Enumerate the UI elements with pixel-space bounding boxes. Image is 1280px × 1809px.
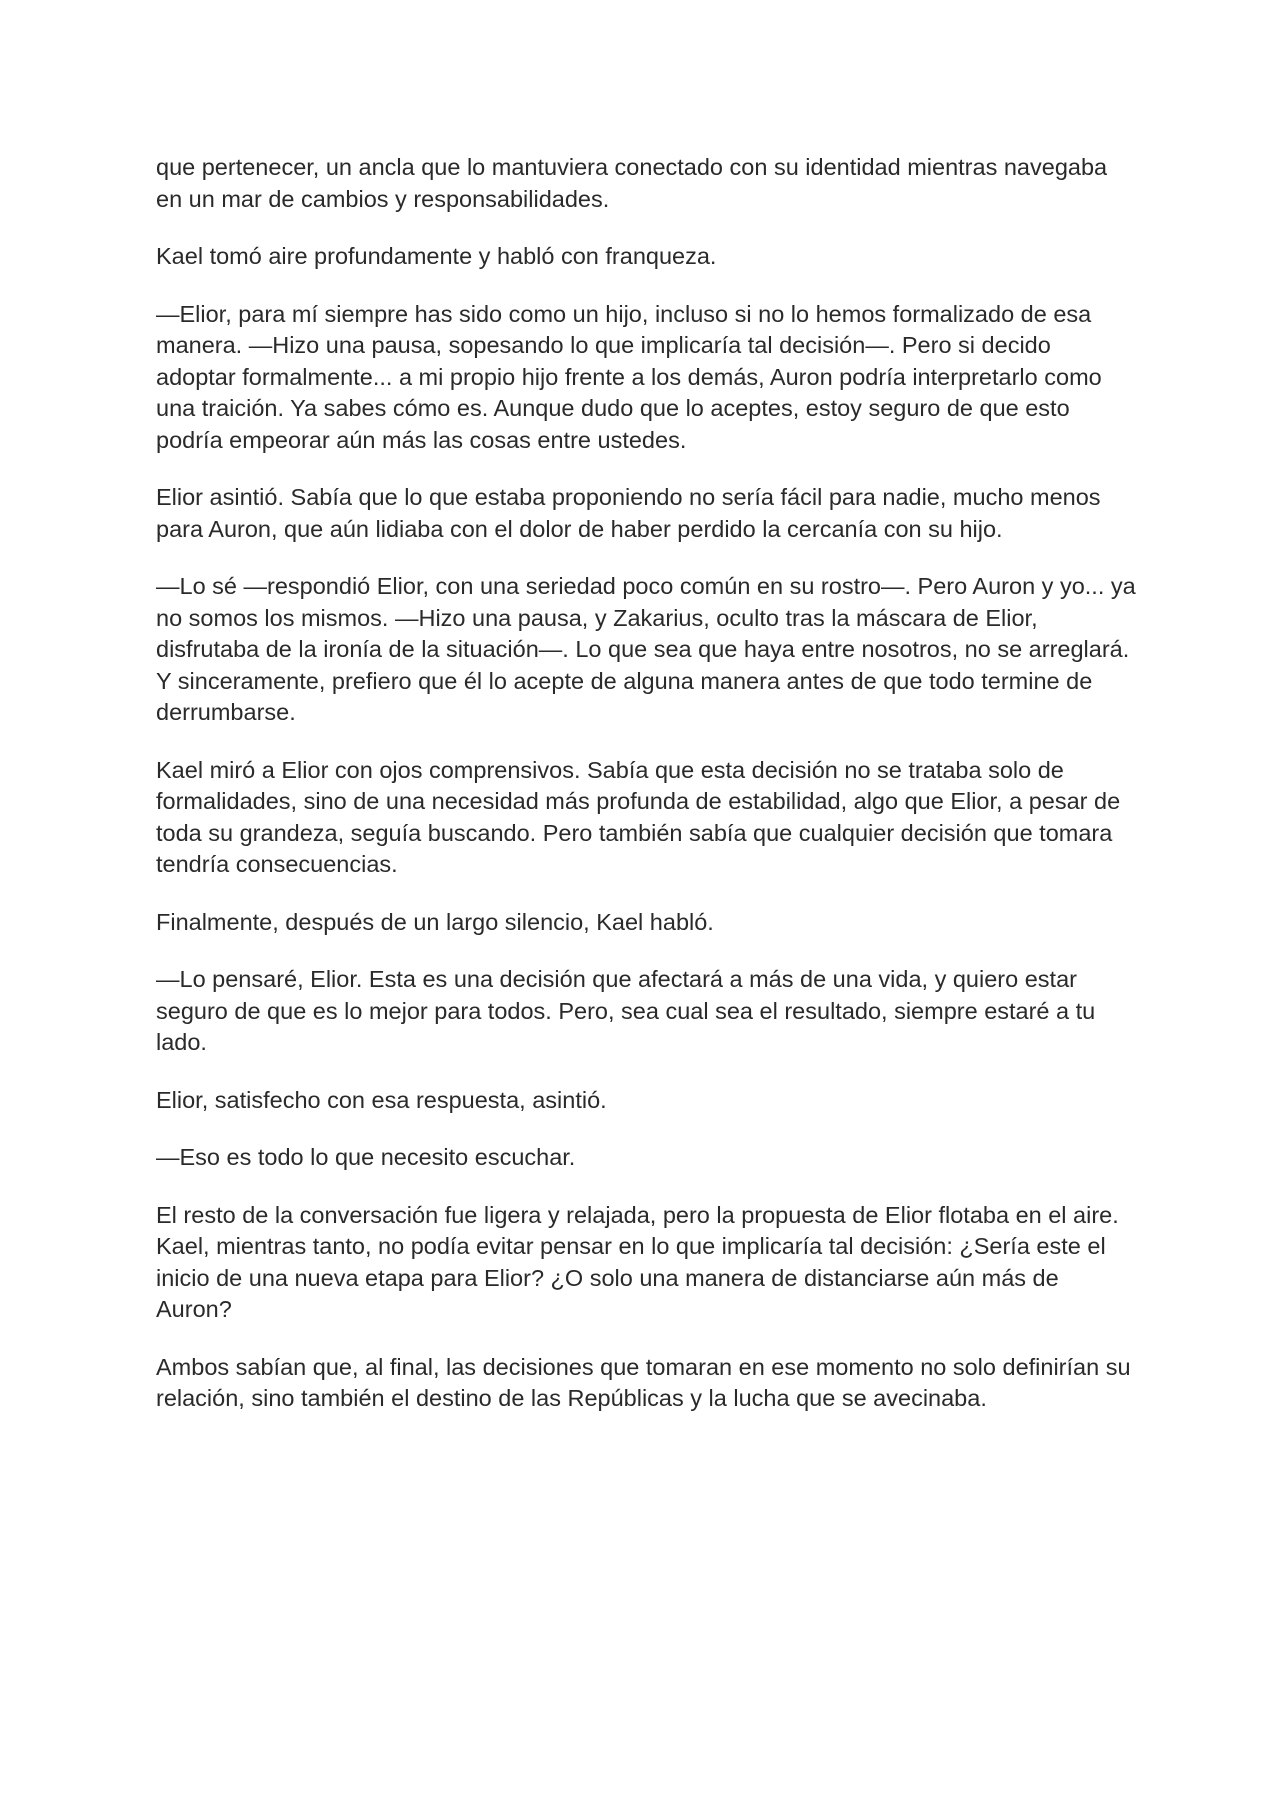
paragraph: El resto de la conversación fue ligera y relajada, pero la propuesta de Elior flotaba en el aire. Kael, mientras tanto, no podía evitar pensar en lo que implicaría tal decisión: ¿Sería este el inicio de una nueva etapa para Elior? ¿O solo una manera de distanciarse aún más de Auron? (156, 1201, 1119, 1322)
paragraph: que pertenecer, un ancla que lo mantuviera conectado con su identidad mientras navegaba en un mar de cambios y responsabilidades. (156, 154, 1108, 212)
paragraph: Finalmente, después de un largo silencio, Kael habló. (156, 908, 714, 935)
paragraph: Kael tomó aire profundamente y habló con franqueza. (156, 243, 717, 269)
paragraph: Elior, satisfecho con esa respuesta, asintió. (156, 1086, 607, 1113)
paragraph: Ambos sabían que, al final, las decisiones que tomaran en ese momento no solo definirían su relación, sino también el destino de las Repúblicas y la lucha que se avecinaba. (156, 1353, 1131, 1411)
paragraph: —Lo pensaré, Elior. Esta es una decisión que afectará a más de una vida, y quiero estar seguro de que es lo mejor para todos. Pero, sea cual sea el resultado, siempre estaré a tu lado. (156, 966, 1096, 1055)
document-body (156, 152, 1136, 1441)
paragraph: —Elior, para mí siempre has sido como un hijo, incluso si no lo hemos formalizado de esa manera. —Hizo una pausa, sopesando lo que implicaría tal decisión—. Pero si decido adoptar formalmente... a mi propio hijo frente a los demás, Auron podría interpretarlo como una traición. Ya sabes cómo es. Aunque dudo que lo aceptes, estoy seguro de que esto podría empeorar aún más las cosas entre ustedes. (156, 300, 1102, 453)
paragraph: Elior asintió. Sabía que lo que estaba proponiendo no sería fácil para nadie, mucho menos para Auron, que aún lidiaba con el dolor de haber perdido la cercanía con su hijo. (156, 484, 1101, 542)
paragraph: Kael miró a Elior con ojos comprensivos. Sabía que esta decisión no se trataba solo de formalidades, sino de una necesidad más profunda de estabilidad, algo que Elior, a pesar de toda su grandeza, seguía buscando. Pero también sabía que cualquier decisión que tomara tendría consecuencias. (156, 756, 1121, 877)
paragraph: —Eso es todo lo que necesito escuchar. (156, 1144, 576, 1170)
paragraph: —Lo sé —respondió Elior, con una seriedad poco común en su rostro—. Pero Auron y yo... ya no somos los mismos. —Hizo una pausa, y Zakarius, oculto tras la máscara de Elior, disfrutaba de la ironía de la situación—. Lo que sea que haya entre nosotros, no se arreglará. Y sinceramente, prefiero que él lo acepte de alguna manera antes de que todo termine de derrumbarse. (156, 573, 1136, 725)
